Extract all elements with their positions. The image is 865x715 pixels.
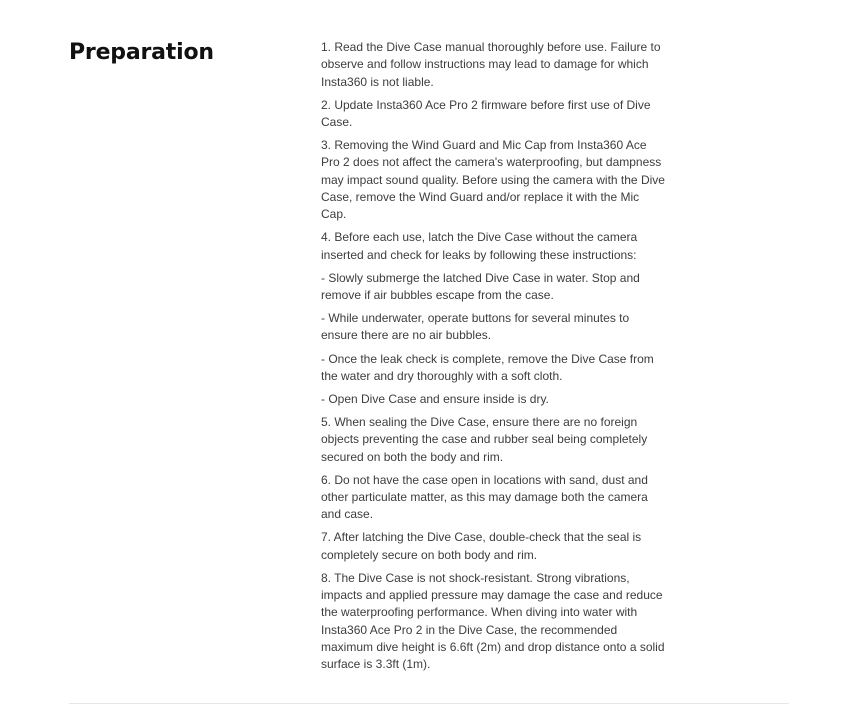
instruction-sub-item: - While underwater, operate buttons for several minutes to ensure there are no air bubbles. (321, 311, 630, 343)
instruction-paragraph: 6. Do not have the case open in locations with sand, dust and other particulate matter, as this may damage both the camera and case. (321, 472, 648, 522)
instruction-paragraph: 7. After latching the Dive Case, double-check that the seal is completely secure on both body and rim. (321, 530, 642, 562)
instruction-paragraph: 1. Read the Dive Case manual thoroughly before use. Failure to observe and follow instructions may lead to damage for which Insta360 is not liable. (321, 40, 661, 89)
section-title: Preparation (69, 40, 214, 65)
instruction-sub-item: - Once the leak check is complete, remove the Dive Case from the water and dry thoroughly with a soft cloth. (321, 351, 654, 383)
section-divider (69, 703, 789, 704)
instruction-paragraph: 8. The Dive Case is not shock-resistant. Strong vibrations, impacts and applied pressure may damage the case and reduce the waterproofing performance. When diving into water with Insta360 Ace Pro 2 in the Dive Case, the recommended maximum dive height is 6.6ft (2m) and drop distance onto a solid surface is 3.3ft (1m). (321, 570, 665, 672)
instruction-paragraph: 4. Before each use, latch the Dive Case without the camera inserted and check for leaks by following these instructions: (321, 230, 638, 262)
instruction-sub-item: - Open Dive Case and ensure inside is dry. (321, 391, 549, 406)
instruction-paragraph: 2. Update Insta360 Ace Pro 2 firmware before first use of Dive Case. (321, 97, 651, 129)
preparation-instructions (321, 39, 666, 679)
instruction-sub-item: - Slowly submerge the latched Dive Case in water. Stop and remove if air bubbles escape from the case. (321, 270, 640, 303)
instruction-paragraph: 5. When sealing the Dive Case, ensure there are no foreign objects preventing the case and rubber seal being completely secured on both the body and rim. (321, 415, 648, 464)
instruction-paragraph: 3. Removing the Wind Guard and Mic Cap from Insta360 Ace Pro 2 does not affect the camera's waterproofing, but dampness may impact sound quality. Before using the camera with the Dive Case, remove the Wind Guard and/or replace it with the Mic Cap. (321, 138, 665, 222)
